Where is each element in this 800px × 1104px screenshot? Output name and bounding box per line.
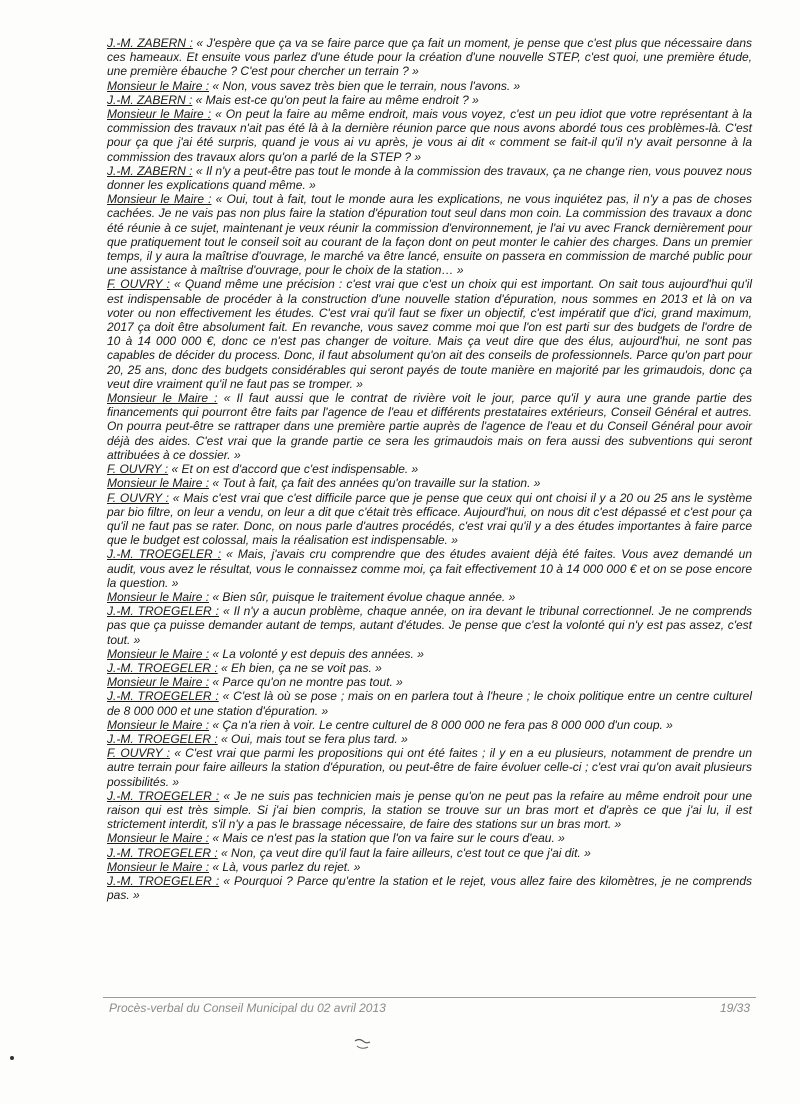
speaker-name: J.-M. ZABERN : [107, 163, 193, 178]
speaker-name: F. OUVRY : [107, 490, 169, 505]
speech-text: « C'est vrai que parmi les propositions qui ont été faites ; il y en a eu plusieurs, notamment de prendre un autre terrain pour faire ailleurs la station d'épuration, ou peut-être de faire évoluer celle-ci ; c'est vrai qu'on avait plusieurs possibilités. » [107, 746, 752, 789]
scan-dot [10, 1056, 14, 1060]
transcript-paragraph [107, 462, 752, 476]
speech-text: « J'espère que ça va se faire parce que ça fait un moment, je pense que c'est plus que nécessaire dans ces hameaux. Et ensuite vous parlez d'une étude pour la création d'une nouvelle STEP, c'est quoi, une première étude, une première ébauche ? C'est pour chercher un terrain ? » [107, 36, 752, 79]
transcript-paragraph [107, 391, 752, 462]
transcript-paragraph [107, 860, 752, 874]
transcript-paragraph [107, 79, 752, 93]
transcript-paragraph [107, 831, 752, 845]
speaker-name: Monsieur le Maire : [107, 192, 212, 207]
transcript-paragraph [107, 164, 752, 192]
speech-text: « Tout à fait, ça fait des années qu'on travaille sur la station. » [209, 476, 541, 491]
speaker-name: J.-M. TROEGELER : [107, 604, 219, 619]
speaker-name: J.-M. TROEGELER : [107, 660, 218, 675]
transcript-paragraph [107, 789, 752, 832]
speaker-name: Monsieur le Maire : [107, 646, 210, 661]
speech-text: « Mais ce n'est pas la station que l'on va faire sur le cours d'eau. » [209, 831, 565, 846]
speech-text: « Il n'y a peut-être pas tout le monde à la commission des travaux, ça ne change rien, vous pouvez nous donner les explications quand même. » [107, 163, 752, 193]
transcript-paragraph [107, 846, 752, 860]
speech-text: « Quand même une précision : c'est vrai que c'est un choix qui est important. On sait tous aujourd'hui qu'il est indispensable de procéder à la construction d'une nouvelle station d'épuration, nous sommes en 2013 et là on va voter ou non effectivement les études. C'est vrai qu'il faut se fixer un objectif, c'est impératif que d'ici, grand maximum, 2017 ça doit être absolument fait. En revanche, vous savez comme moi que l'on est parti sur des budgets de l'ordre de 10 à 14 000 000 €, donc ce n'est pas changer de voiture. Mais ça veut dire que des élus, aujourd'hui, ne sont pas capables de décider du process. Donc, il faut absolument qu'on ait des conseils de professionnels. Parce qu'on part pour 20, 25 ans, donc des budgets considérables qui seront payés de toute manière en majorité par les grimaudois, donc ça veut dire vraiment qu'il ne faut pas se tromper. » [107, 277, 752, 391]
speech-text: « Mais est-ce qu'on peut la faire au même endroit ? » [192, 92, 479, 107]
speech-text: « Bien sûr, puisque le traitement évolue chaque année. » [209, 589, 516, 604]
speech-text: « La volonté y est depuis des années. » [209, 646, 424, 661]
transcript-paragraph [107, 476, 752, 490]
speech-text: « Parce qu'on ne montre pas tout. » [209, 675, 403, 690]
transcript-paragraph [107, 718, 752, 732]
speaker-name: Monsieur le Maire : [107, 589, 210, 604]
speech-text: « On peut la faire au même endroit, mais vous voyez, c'est un peu idiot que votre représentant à la commission des travaux n'ait pas été là à la dernière réunion parce que nous avons abordé tous ces problèmes-là. C'est pour ça que j'ai été surpris, quand je vous ai vu après, je vous ai dit « comment se fait-il qu'il n'y avait personne à la commission des travaux alors qu'on a parlé de la STEP ? » [107, 107, 752, 164]
footer-page-number: 19/33 [719, 1001, 750, 1015]
speaker-name: Monsieur le Maire : [107, 107, 212, 122]
transcript-paragraph [107, 93, 752, 107]
speech-text: « Mais c'est vrai que c'est difficile parce que je pense que ceux qui ont choisi il y a 20 ou 25 ans le système par bio filtre, on leur a vendu, on leur a dit que c'était très efficace. Aujourd'hui, on nous dit c'est dépassé et c'est pour ça qu'il ne faut pas se rater. Donc, on nous parle d'autres procédés, c'est vrai qu'il y a des études importantes à faire parce que le budget est colossal, mais la réalisation est indispensable. » [107, 490, 752, 548]
transcript-paragraph [107, 192, 752, 277]
footer-divider [103, 997, 756, 998]
speech-text: « Mais, j'avais cru comprendre que des études avaient déjà été faites. Vous avez demandé un audit, vous avez le résultat, vous le connaissez comme moi, ça fait effectivement 10 à 14 000 000 € et on se pose encore la question. » [107, 547, 752, 590]
speech-text: « Je ne suis pas technicien mais je pense qu'on ne peut pas la refaire au même endroit pour une raison qui est très simple. Si j'ai bien compris, la station se trouve sur un bras mort et d'après ce que j'ai lu, il est strictement interdit, s'il n'y a pas le brassage nécessaire, de faire des stations sur un bras mort. » [107, 788, 752, 832]
speech-text: « Et on est d'accord que c'est indispensable. » [168, 462, 419, 477]
speaker-name: Monsieur le Maire : [107, 476, 210, 491]
scan-mark-icon [352, 1036, 374, 1052]
speaker-name: Monsieur le Maire : [107, 717, 210, 732]
footer-title: Procès-verbal du Conseil Municipal du 02 avril 2013 [109, 1001, 386, 1015]
speaker-name: Monsieur le Maire : [107, 675, 210, 690]
speech-text: « Oui, tout à fait, tout le monde aura les explications, ne vous inquiétez pas, il n'y a pas de choses cachées. Je ne vais pas non plus faire la station d'épuration tout seul dans mon coin. La commission des travaux a donc été réunie à ce sujet, maintenant je veux réunir la commission d'environnement, je l'ai vu avec Franck dernièrement pour que pratiquement tout le conseil soit au courant de la façon dont on peut monter le cahier des charges. Dans un premier temps, il y aura la maîtrise d'ouvrage, le marché va être lancé, ensuite on passera en commission de marché public pour une assistance à maîtrise d'ouvrage, pour le choix de la station… » [107, 192, 752, 278]
transcript-paragraph [107, 647, 752, 661]
transcript-paragraph [107, 661, 752, 675]
speaker-name: J.-M. TROEGELER : [107, 845, 218, 860]
speaker-name: J.-M. TROEGELER : [107, 547, 222, 562]
speaker-name: J.-M. TROEGELER : [107, 689, 219, 704]
transcript-paragraph [107, 732, 752, 746]
speaker-name: Monsieur le Maire : [107, 391, 218, 406]
transcript-paragraph [107, 36, 752, 79]
speech-text: « Non, ça veut dire qu'il faut la faire ailleurs, c'est tout ce que j'ai dit. » [217, 845, 591, 860]
speaker-name: J.-M. TROEGELER : [107, 731, 218, 746]
speech-text: « Il n'y a aucun problème, chaque année, on ira devant le tribunal correctionnel. Je ne comprends pas que ça puisse demander autant de temps, autant d'études. Je pense que c'est la volonté qui n'y est pas assez, c'est tout. » [107, 604, 752, 647]
transcript-paragraph [107, 547, 752, 590]
transcript-paragraph [107, 874, 752, 902]
speech-text: « Eh bien, ça ne se voit pas. » [217, 660, 382, 675]
speaker-name: J.-M. ZABERN : [107, 36, 193, 50]
speaker-name: F. OUVRY : [107, 746, 170, 761]
speaker-name: Monsieur le Maire : [107, 78, 210, 93]
speaker-name: F. OUVRY : [107, 277, 170, 292]
transcript-paragraph [107, 277, 752, 391]
speaker-name: Monsieur le Maire : [107, 859, 210, 874]
speech-text: « Là, vous parlez du rejet. » [209, 859, 361, 874]
speaker-name: J.-M. TROEGELER : [107, 873, 220, 888]
speech-text: « Oui, mais tout se fera plus tard. » [217, 731, 408, 746]
speech-text: « Non, vous savez très bien que le terrain, nous l'avons. » [209, 78, 521, 93]
speaker-name: J.-M. ZABERN : [107, 92, 193, 107]
transcript-paragraph [107, 604, 752, 647]
transcript-paragraph [107, 590, 752, 604]
transcript-paragraph [107, 689, 752, 717]
transcript-paragraph [107, 675, 752, 689]
speech-text: « Ça n'a rien à voir. Le centre culturel de 8 000 000 ne fera pas 8 000 000 d'un coup. » [209, 717, 673, 732]
transcript-paragraph [107, 491, 752, 548]
speech-text: « C'est là où se pose ; mais on en parlera tout à l'heure ; le choix politique entre un centre culturel de 8 000 000 et une station d'épuration. » [107, 689, 752, 718]
speech-text: « Il faut aussi que le contrat de rivière voit le jour, parce qu'il y aura une grande partie des financements qui pourront être faits par l'agence de l'eau et différents prestataires extérieurs, Conseil Général et autres. On pourra peut-être se rattraper dans une première partie auprès de l'agence de l'eau et du Conseil Général pour avoir déjà des aides. C'est vrai que la grande partie ce sera les grimaudois mais on fera aussi des subventions qui seront attribuées à ce dossier. » [107, 391, 752, 462]
transcript-paragraph [107, 746, 752, 789]
speech-text: « Pourquoi ? Parce qu'entre la station et le rejet, vous allez faire des kilomètres, je ne comprends pas. » [107, 873, 752, 903]
speaker-name: Monsieur le Maire : [107, 831, 210, 846]
speaker-name: J.-M. TROEGELER : [107, 788, 220, 803]
speaker-name: F. OUVRY : [107, 462, 169, 477]
transcript-body [107, 36, 752, 902]
transcript-paragraph [107, 107, 752, 164]
